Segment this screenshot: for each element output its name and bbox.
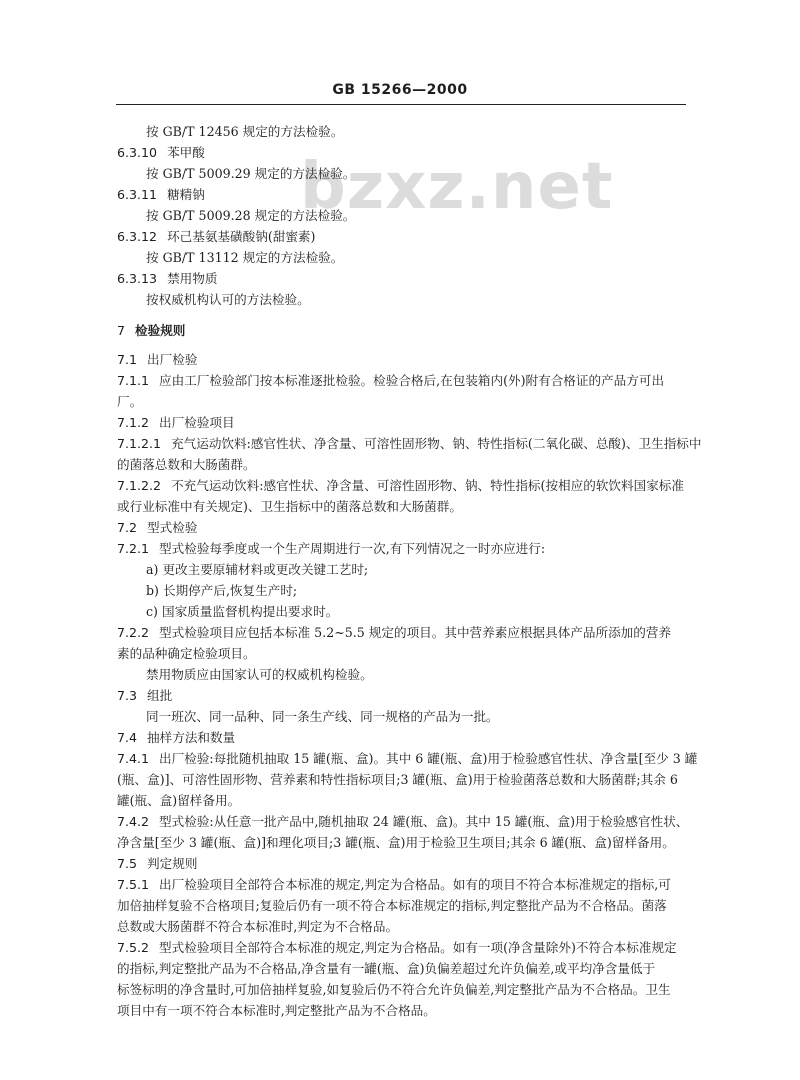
section-number: 7.5 — [117, 856, 138, 871]
text-line — [146, 582, 297, 600]
text-line — [117, 1002, 436, 1020]
line-text: b) 长期停产后,恢复生产时; — [146, 583, 298, 598]
line-text: 加倍抽样复验不合格项目;复验后仍有一项不符合本标准规定的指标,判定整批产品为不合格品。菌落 — [117, 898, 667, 913]
section-line — [117, 687, 172, 705]
line-text: a) 更改主要原辅材料或更改关键工艺时; — [146, 562, 369, 577]
section-line — [117, 322, 185, 340]
line-text: 出厂检验 — [147, 352, 198, 367]
section-number: 7.2 — [117, 520, 138, 535]
line-text: 检验规则 — [135, 323, 186, 338]
section-line — [117, 540, 545, 558]
line-text: 判定规则 — [147, 856, 198, 871]
watermark: bzxz.net — [300, 150, 614, 224]
text-line — [117, 645, 256, 663]
section-line — [117, 228, 315, 246]
section-line — [117, 477, 684, 495]
line-text: 组批 — [147, 688, 173, 703]
section-number: 7.4 — [117, 730, 138, 745]
section-number: 7.1.2 — [117, 415, 150, 430]
section-line — [117, 729, 235, 747]
line-text: 按 GB/T 5009.29 规定的方法检验。 — [146, 166, 356, 181]
section-number: 7 — [117, 323, 126, 338]
text-line — [146, 603, 338, 621]
line-text: 型式检验项目应包括本标准 5.2~5.5 规定的项目。其中营养素应根据具体产品所添加的营养 — [159, 625, 672, 640]
section-line — [117, 876, 671, 894]
line-text: 抽样方法和数量 — [147, 730, 236, 745]
section-line — [117, 372, 664, 390]
text-line — [117, 897, 667, 915]
section-number: 7.2.2 — [117, 625, 150, 640]
text-line — [117, 834, 675, 852]
text-line — [146, 165, 355, 183]
section-line — [117, 750, 697, 768]
section-number: 6.3.12 — [117, 229, 158, 244]
text-line — [117, 393, 142, 411]
line-text: 厂。 — [117, 394, 143, 409]
text-line — [117, 498, 462, 516]
line-text: 出厂检验项目 — [159, 415, 235, 430]
section-line — [117, 939, 677, 957]
section-number: 7.1 — [117, 352, 138, 367]
text-line — [146, 561, 368, 579]
section-number: 6.3.13 — [117, 271, 158, 286]
text-line — [117, 981, 671, 999]
line-text: 充气运动饮料:感官性状、净含量、可溶性固形物、钠、特性指标(二氧化碳、总酸)、卫生指标中 — [171, 436, 702, 451]
line-text: 素的品种确定检验项目。 — [117, 646, 256, 661]
line-text: 净含量[至少 3 罐(瓶、盒)]和理化项目;3 罐(瓶、盒)用于检验卫生项目;其余 6 罐(瓶、盒)留样备用。 — [117, 835, 675, 850]
line-text: 型式检验项目全部符合本标准的规定,判定为合格品。如有一项(净含量除外)不符合本标准规定 — [159, 940, 677, 955]
line-text: (瓶、盒)]、可溶性固形物、营养素和特性指标项目;3 罐(瓶、盒)用于检验菌落总数和大肠菌群;其余 6 — [117, 772, 678, 787]
section-line — [117, 624, 671, 642]
text-line — [146, 708, 499, 726]
section-number: 6.3.10 — [117, 145, 158, 160]
line-text: 或行业标准中有关规定)、卫生指标中的菌落总数和大肠菌群。 — [117, 499, 462, 514]
section-number: 7.1.2.1 — [117, 436, 162, 451]
section-line — [117, 813, 688, 831]
line-text: 标签标明的净含量时,可加倍抽样复验,如复验后仍不符合允许负偏差,判定整批产品为不合格品。卫生 — [117, 982, 671, 997]
line-text: 按 GB/T 5009.28 规定的方法检验。 — [146, 208, 356, 223]
line-text: 型式检验:从任意一批产品中,随机抽取 24 罐(瓶、盒)。其中 15 罐(瓶、盒)用于检验感官性状、 — [159, 814, 689, 829]
line-text: 型式检验 — [147, 520, 198, 535]
section-line — [117, 144, 205, 162]
section-line — [117, 855, 197, 873]
line-text: 按 GB/T 12456 规定的方法检验。 — [146, 124, 344, 139]
line-text: 应由工厂检验部门按本标准逐批检验。检验合格后,在包装箱内(外)附有合格证的产品方可出 — [159, 373, 665, 388]
text-line — [117, 918, 398, 936]
line-text: 同一班次、同一品种、同一条生产线、同一规格的产品为一批。 — [146, 709, 499, 724]
line-text: 禁用物质应由国家认可的权威机构检验。 — [146, 667, 373, 682]
line-text: 的菌落总数和大肠菌群。 — [117, 457, 256, 472]
page-header-standard-code: GB 15266—2000 — [332, 82, 468, 98]
section-number: 7.1.2.2 — [117, 478, 162, 493]
line-text: 糖精钠 — [167, 187, 205, 202]
text-line — [146, 291, 310, 309]
text-line — [117, 456, 256, 474]
line-text: 项目中有一项不符合本标准时,判定整批产品为不合格品。 — [117, 1003, 436, 1018]
line-text: 的指标,判定整批产品为不合格品,净含量有一罐(瓶、盒)负偏差超过允许负偏差,或平均净含量低于 — [117, 961, 656, 976]
line-text: 按权威机构认可的方法检验。 — [146, 292, 310, 307]
section-number: 7.3 — [117, 688, 138, 703]
section-number: 7.4.1 — [117, 751, 150, 766]
section-line — [117, 414, 235, 432]
text-line — [146, 249, 343, 267]
line-text: 出厂检验:每批随机抽取 15 罐(瓶、盒)。其中 6 罐(瓶、盒)用于检验感官性状、净含量[至少 3 罐 — [159, 751, 698, 766]
section-line — [117, 519, 197, 537]
text-line — [146, 666, 373, 684]
text-line — [117, 792, 240, 810]
text-line — [146, 123, 343, 141]
text-line — [117, 771, 678, 789]
section-number: 7.5.1 — [117, 877, 150, 892]
line-text: 按 GB/T 13112 规定的方法检验。 — [146, 250, 344, 265]
section-number: 7.1.1 — [117, 373, 150, 388]
section-number: 7.4.2 — [117, 814, 150, 829]
section-line — [117, 435, 701, 453]
line-text: 环己基氨基磺酸钠(甜蜜素) — [167, 229, 316, 244]
line-text: 型式检验每季度或一个生产周期进行一次,有下列情况之一时亦应进行: — [159, 541, 546, 556]
section-line — [117, 270, 217, 288]
section-number: 6.3.11 — [117, 187, 158, 202]
line-text: 总数或大肠菌群不符合本标准时,判定为不合格品。 — [117, 919, 399, 934]
text-line — [146, 207, 355, 225]
section-number: 7.2.1 — [117, 541, 150, 556]
text-line — [117, 960, 655, 978]
line-text: 罐(瓶、盒)留样备用。 — [117, 793, 241, 808]
section-line — [117, 351, 197, 369]
line-text: 出厂检验项目全部符合本标准的规定,判定为合格品。如有的项目不符合本标准规定的指标,可 — [159, 877, 671, 892]
line-text: c) 国家质量监督机构提出要求时。 — [146, 604, 339, 619]
line-text: 苯甲酸 — [167, 145, 205, 160]
line-text: 不充气运动饮料:感官性状、净含量、可溶性固形物、钠、特性指标(按相应的软饮料国家标准 — [171, 478, 684, 493]
line-text: 禁用物质 — [167, 271, 218, 286]
section-line — [117, 186, 205, 204]
header-divider — [116, 104, 686, 105]
section-number: 7.5.2 — [117, 940, 150, 955]
